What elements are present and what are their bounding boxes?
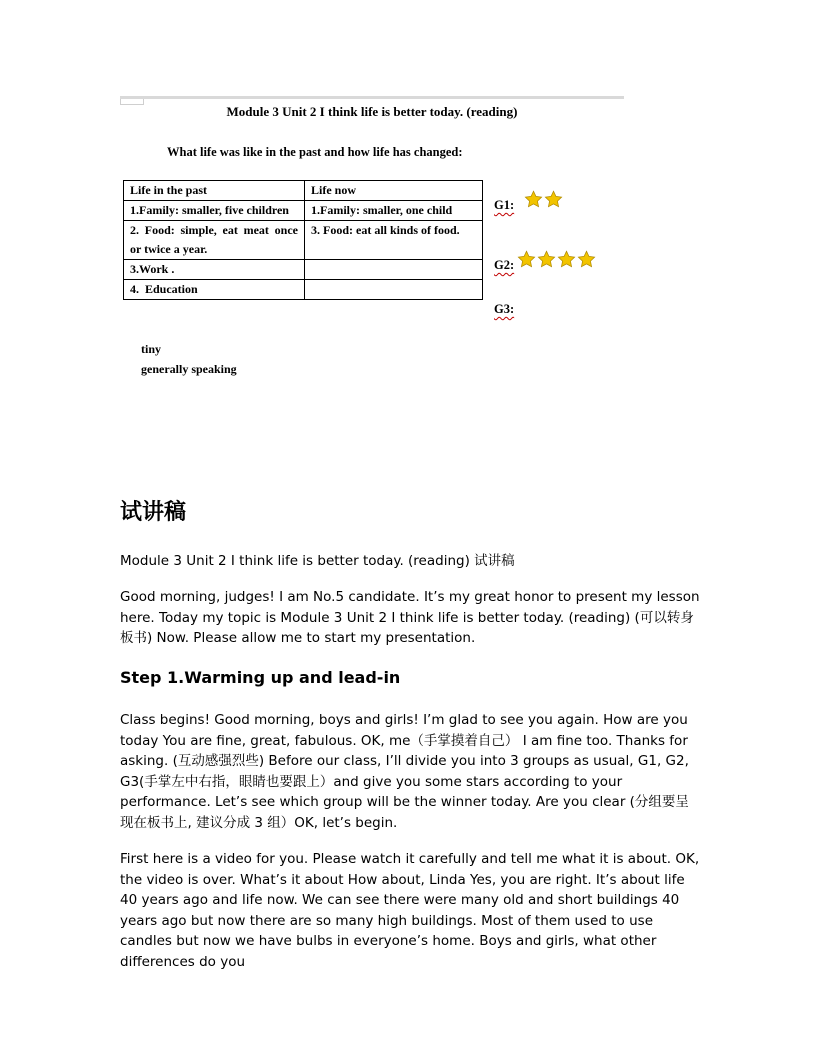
- table-cell: 3.Work .: [124, 260, 305, 280]
- star-icon: [517, 250, 536, 269]
- paragraph: Good morning, judges! I am No.5 candidate. It’s my great honor to present my lesson here. Today my topic is Module 3 Unit 2 I think life is better today. (reading) (可以转身板书) Now. Please allow me to start my presentation.: [120, 589, 700, 647]
- header-life-past: Life in the past: [124, 181, 305, 201]
- group-label-g2: G2:: [494, 258, 515, 272]
- group-stars-g1: [524, 190, 563, 209]
- step1-heading: Step 1.Warming up and lead-in: [120, 668, 401, 687]
- header-rule: [120, 96, 624, 99]
- board-subtitle: What life was like in the past and how life has changed:: [167, 145, 463, 159]
- star-icon: [524, 190, 543, 209]
- table-cell: 1.Family: smaller, one child: [305, 201, 483, 221]
- header-life-now: Life now: [305, 181, 483, 201]
- table-row: [124, 280, 483, 300]
- table-header-row: [124, 181, 483, 201]
- vocab-item: generally speaking: [141, 362, 237, 376]
- section-heading: 试讲稿: [120, 500, 187, 525]
- table-cell: 2. Food: simple, eat meat once or twice a year.: [124, 221, 305, 260]
- table-cell: [305, 280, 483, 300]
- table-row: [124, 201, 483, 221]
- star-icon: [537, 250, 556, 269]
- board-title: Module 3 Unit 2 I think life is better today. (reading): [226, 104, 518, 119]
- paragraph: Class begins! Good morning, boys and girls! I’m glad to see you again. How are you today You are fine, great, fabulous. OK, me（手掌摸着自己） I am fine too. Thanks for asking. (互动感强烈些) Before our class, I’ll divide you into 3 groups as usual, G1, G2, G3(手掌左中右指，眼睛也要跟上）and give you some stars according to your performance. Let’s see which group will be the winner today. Are you clear (分组要呈现在板书上, 建议分成 3 组）OK, let’s begin.: [120, 712, 689, 831]
- paragraph: First here is a video for you. Please watch it carefully and tell me what it is about. OK, the video is over. What’s it about How about, Linda Yes, you are right. It’s about life 40 years ago and life now. We can see there were many old and short buildings 40 years ago but now there are so many high buildings. Most of them used to use candles but now we have bulbs in everyone’s home. Boys and girls, what other differences do you: [120, 851, 700, 970]
- star-icon: [544, 190, 563, 209]
- table-cell: [305, 260, 483, 280]
- table-cell: 3. Food: eat all kinds of food.: [305, 221, 483, 260]
- group-label-g1: G1:: [494, 198, 515, 212]
- vocab-item: tiny: [141, 342, 162, 356]
- table-row: [124, 260, 483, 280]
- star-icon: [557, 250, 576, 269]
- group-stars-g2: [517, 250, 596, 269]
- star-icon: [577, 250, 596, 269]
- table-row: [124, 221, 483, 260]
- group-label-g3: G3:: [494, 302, 515, 316]
- comparison-table: [123, 180, 483, 300]
- table-cell: 1.Family: smaller, five children: [124, 201, 305, 221]
- table-cell: 4. Education: [124, 280, 305, 300]
- paragraph: Module 3 Unit 2 I think life is better today. (reading) 试讲稿: [120, 553, 515, 569]
